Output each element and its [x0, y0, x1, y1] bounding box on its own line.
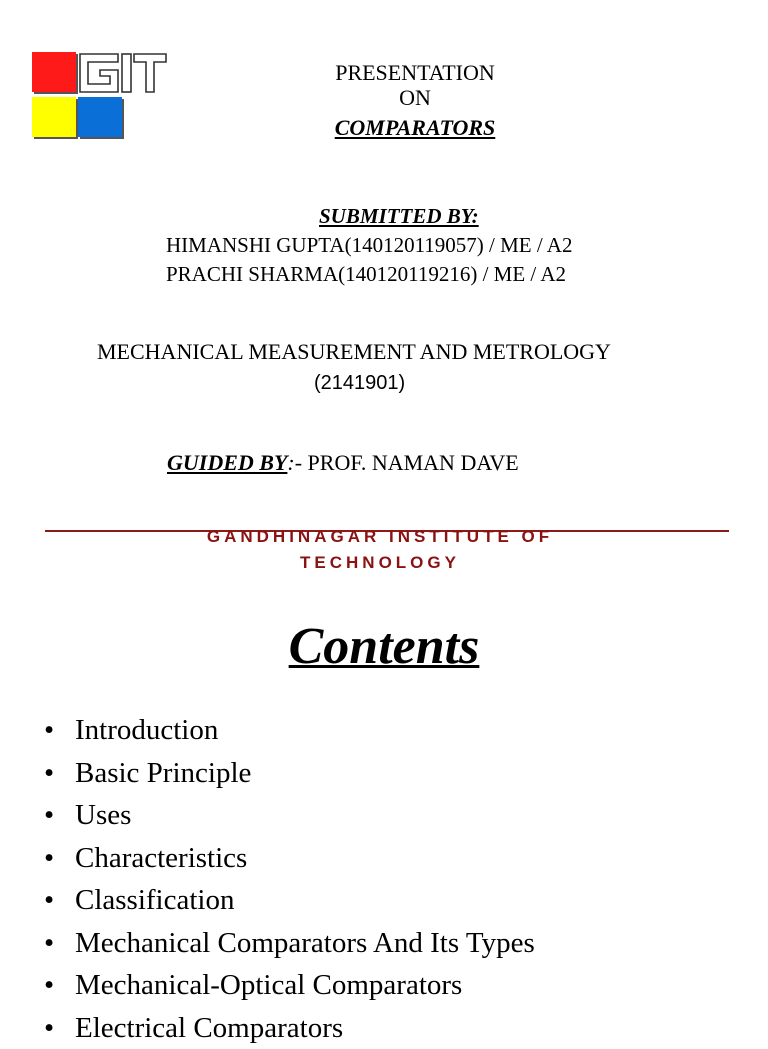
guided-by-label: GUIDED BY	[167, 450, 287, 475]
submitted-by-heading: SUBMITTED BY:	[319, 204, 479, 229]
student-name: PRACHI SHARMA(140120119216) / ME / A2	[166, 262, 566, 286]
contents-list	[44, 709, 535, 1049]
logo-git-letters	[80, 54, 166, 92]
institute-name-line2: TECHNOLOGY	[180, 550, 580, 576]
list-item: • Mechanical-Optical Comparators	[44, 964, 535, 1007]
bullet-icon: •	[44, 964, 75, 1007]
list-item: • Electrical Comparators	[44, 1007, 535, 1049]
institute-logo	[30, 50, 170, 142]
list-item: • Basic Principle	[44, 752, 535, 795]
bullet-icon: •	[44, 837, 75, 880]
presentation-topic: COMPARATORS	[265, 116, 565, 140]
list-item: • Mechanical Comparators And Its Types	[44, 922, 535, 965]
guided-by-separator: :	[287, 450, 294, 475]
bullet-icon: •	[44, 1007, 75, 1049]
logo-yellow-square	[32, 97, 76, 137]
list-item: • Introduction	[44, 709, 535, 752]
presentation-label: PRESENTATION	[265, 61, 565, 85]
list-item: • Characteristics	[44, 837, 535, 880]
subject-code: (2141901)	[314, 372, 405, 395]
on-label: ON	[265, 86, 565, 110]
guide-name: - PROF. NAMAN DAVE	[295, 450, 519, 475]
bullet-icon: •	[44, 709, 75, 752]
bullet-icon: •	[44, 794, 75, 837]
list-item: • Uses	[44, 794, 535, 837]
logo-blue-square	[78, 97, 122, 137]
list-item: • Classification	[44, 879, 535, 922]
logo-red-square	[32, 52, 76, 92]
bullet-icon: •	[44, 922, 75, 965]
student-name: HIMANSHI GUPTA(140120119057) / ME / A2	[166, 233, 572, 257]
bullet-icon: •	[44, 879, 75, 922]
institute-name-line1: GANDHINAGAR INSTITUTE OF	[180, 524, 580, 550]
bullet-icon: •	[44, 752, 75, 795]
guided-by-line	[167, 450, 519, 476]
subject-name: MECHANICAL MEASUREMENT AND METROLOGY	[97, 339, 611, 365]
contents-title: Contents	[0, 617, 768, 676]
